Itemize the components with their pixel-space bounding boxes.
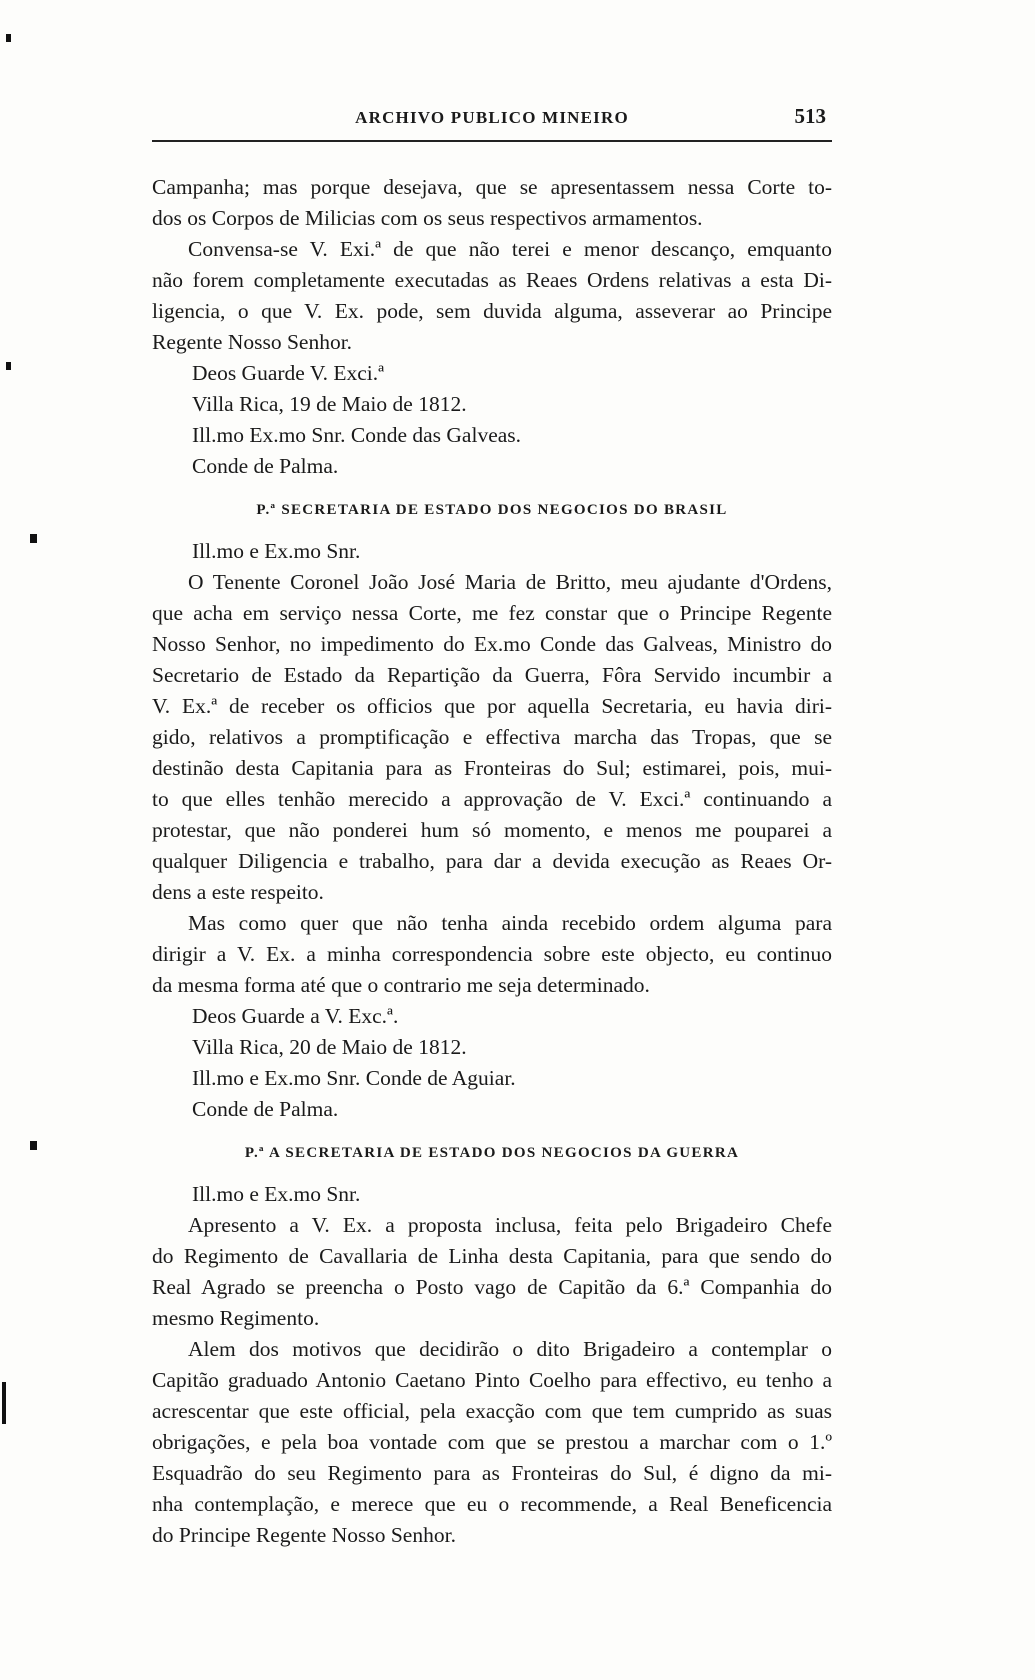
text-line: que acha em serviço nessa Corte, me fez constar que o Principe Regente — [152, 601, 832, 625]
text-line: ligencia, o que V. Ex. pode, sem duvida alguma, asseverar ao Principe — [152, 299, 832, 323]
salutation: Ill.mo e Ex.mo Snr. — [192, 1182, 361, 1206]
text-line: Apresento a V. Ex. a proposta inclusa, feita pelo Brigadeiro Chefe — [188, 1213, 832, 1237]
scan-mark — [30, 534, 37, 543]
text-line: Esquadrão do seu Regimento para as Fronteiras do Sul, é digno da mi- — [152, 1461, 832, 1485]
addressee: Ill.mo Ex.mo Snr. Conde das Galveas. — [192, 423, 522, 447]
text-line: do Regimento de Cavallaria de Linha desta Capitania, para que sendo do — [152, 1244, 832, 1268]
text-line: Nosso Senhor, no impedimento do Ex.mo Conde das Galveas, Ministro do — [152, 632, 832, 656]
signature: Conde de Palma. — [192, 1097, 339, 1121]
text-line: do Principe Regente Nosso Senhor. — [152, 1523, 456, 1547]
scan-mark — [30, 1141, 37, 1150]
text-line: Secretario de Estado da Repartição da Guerra, Fôra Servido incumbir a — [152, 663, 832, 687]
text-line: nha contemplação, e merece que eu o recommende, a Real Beneficencia — [152, 1492, 832, 1516]
text-line: acrescentar que este official, pela exacção com que tem cumprido as suas — [152, 1399, 832, 1423]
text-line: Alem dos motivos que decidirão o dito Brigadeiro a contemplar o — [188, 1337, 832, 1361]
scan-mark — [2, 1382, 6, 1424]
text-line: Mas como quer que não tenha ainda recebido ordem alguma para — [188, 911, 832, 935]
text-line: protestar, que não ponderei hum só momento, e menos me pouparei a — [152, 818, 832, 842]
signature: Conde de Palma. — [192, 454, 339, 478]
section-heading: P.ª SECRETARIA DE ESTADO DOS NEGOCIOS DO BRASIL — [256, 502, 728, 518]
addressee: Ill.mo e Ex.mo Snr. Conde de Aguiar. — [192, 1066, 516, 1090]
text-line: da mesma forma até que o contrario me seja determinado. — [152, 973, 650, 997]
letter-2 — [152, 482, 832, 1125]
place-date: Villa Rica, 20 de Maio de 1812. — [192, 1035, 467, 1059]
text-line: não forem completamente executadas as Reaes Ordens relativas a esta Di- — [152, 268, 832, 292]
letter-1 — [152, 172, 832, 482]
text-line: Regente Nosso Senhor. — [152, 330, 353, 354]
text-line: dos os Corpos de Milicias com os seus respectivos armamentos. — [152, 206, 703, 230]
text-line: destinão desta Capitania para as Fronteiras do Sul; estimarei, pois, mui- — [152, 756, 832, 780]
page-body — [152, 172, 832, 1551]
letter-3 — [152, 1125, 832, 1551]
text-line: Capitão graduado Antonio Caetano Pinto Coelho para effectivo, eu tenho a — [152, 1368, 832, 1392]
text-line: obrigações, e pela boa vontade com que se prestou a marchar com o 1.º — [152, 1430, 832, 1454]
text-line: Convensa-se V. Exi.ª de que não terei e menor descanço, emquanto — [188, 237, 832, 261]
text-line: mesmo Regimento. — [152, 1306, 320, 1330]
text-line: O Tenente Coronel João José Maria de Britto, meu ajudante d'Ordens, — [188, 570, 832, 594]
scan-mark — [6, 34, 11, 42]
text-line: dens a este respeito. — [152, 880, 324, 904]
text-line: qualquer Diligencia e trabalho, para dar a devida execução as Reaes Or- — [152, 849, 832, 873]
text-line: dirigir a V. Ex. a minha correspondencia sobre este objecto, eu continuo — [152, 942, 832, 966]
text-line: to que elles tenhão merecido a approvação de V. Exci.ª continuando a — [152, 787, 832, 811]
header-rule — [152, 140, 832, 142]
text-line: gido, relativos a promptificação e effectiva marcha das Tropas, que se — [152, 725, 832, 749]
closing: Deos Guarde a V. Exc.ª. — [192, 1004, 399, 1028]
closing: Deos Guarde V. Exci.ª — [192, 361, 385, 385]
scan-mark — [6, 362, 11, 370]
salutation: Ill.mo e Ex.mo Snr. — [192, 539, 361, 563]
running-title: ARCHIVO PUBLICO MINEIRO — [355, 108, 629, 127]
page-number: 513 — [794, 104, 826, 128]
page-header — [152, 104, 832, 138]
section-heading: P.ª A SECRETARIA DE ESTADO DOS NEGOCIOS DA GUERRA — [244, 1145, 740, 1161]
text-line: Real Agrado se preencha o Posto vago de Capitão da 6.ª Companhia do — [152, 1275, 832, 1299]
text-line: Campanha; mas porque desejava, que se apresentassem nessa Corte to- — [152, 175, 832, 199]
text-line: V. Ex.ª de receber os officios que por aquella Secretaria, eu havia diri- — [152, 694, 832, 718]
place-date: Villa Rica, 19 de Maio de 1812. — [192, 392, 467, 416]
